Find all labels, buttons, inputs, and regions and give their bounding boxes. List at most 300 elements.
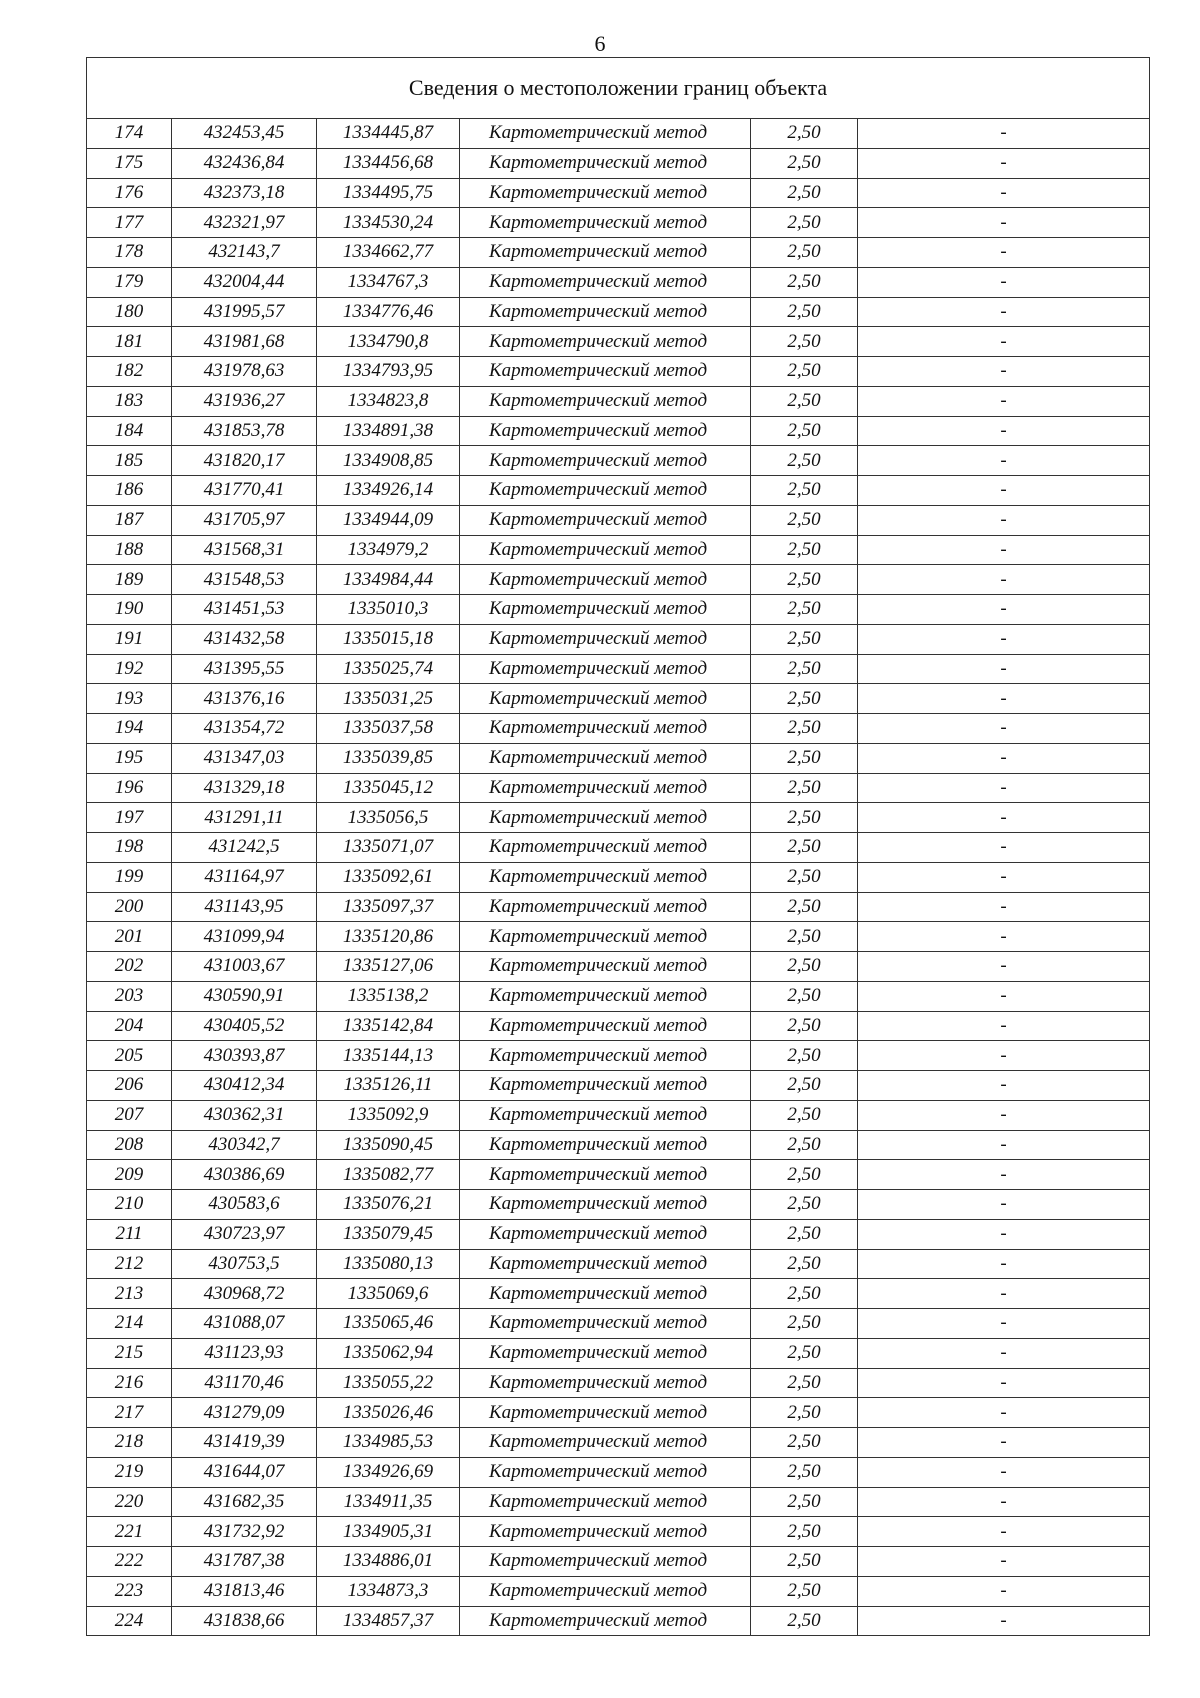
description-cell: - <box>858 535 1150 565</box>
y-coordinate-cell: 1335090,45 <box>317 1130 460 1160</box>
table-row <box>87 714 1150 744</box>
table-row <box>87 1279 1150 1309</box>
y-coordinate-cell: 1334985,53 <box>317 1428 460 1458</box>
x-coordinate-cell: 430386,69 <box>172 1160 317 1190</box>
accuracy-cell: 2,50 <box>751 1398 858 1428</box>
y-coordinate-cell: 1335015,18 <box>317 624 460 654</box>
description-cell: - <box>858 1071 1150 1101</box>
method-cell: Картометрический метод <box>460 743 751 773</box>
description-cell: - <box>858 327 1150 357</box>
table-row <box>87 119 1150 149</box>
method-cell: Картометрический метод <box>460 1100 751 1130</box>
description-cell: - <box>858 386 1150 416</box>
description-cell: - <box>858 1219 1150 1249</box>
table-row <box>87 446 1150 476</box>
x-coordinate-cell: 431164,97 <box>172 862 317 892</box>
method-cell: Картометрический метод <box>460 833 751 863</box>
point-number-cell: 220 <box>87 1487 172 1517</box>
method-cell: Картометрический метод <box>460 892 751 922</box>
point-number-cell: 180 <box>87 297 172 327</box>
method-cell: Картометрический метод <box>460 1190 751 1220</box>
y-coordinate-cell: 1335082,77 <box>317 1160 460 1190</box>
accuracy-cell: 2,50 <box>751 1100 858 1130</box>
table-row <box>87 208 1150 238</box>
x-coordinate-cell: 430342,7 <box>172 1130 317 1160</box>
y-coordinate-cell: 1335127,06 <box>317 952 460 982</box>
y-coordinate-cell: 1335010,3 <box>317 595 460 625</box>
y-coordinate-cell: 1335056,5 <box>317 803 460 833</box>
accuracy-cell: 2,50 <box>751 595 858 625</box>
table-row <box>87 1309 1150 1339</box>
accuracy-cell: 2,50 <box>751 505 858 535</box>
accuracy-cell: 2,50 <box>751 208 858 238</box>
accuracy-cell: 2,50 <box>751 1190 858 1220</box>
description-cell: - <box>858 803 1150 833</box>
description-cell: - <box>858 476 1150 506</box>
point-number-cell: 189 <box>87 565 172 595</box>
method-cell: Картометрический метод <box>460 1041 751 1071</box>
accuracy-cell: 2,50 <box>751 1338 858 1368</box>
point-number-cell: 199 <box>87 862 172 892</box>
description-cell: - <box>858 684 1150 714</box>
table-row <box>87 238 1150 268</box>
method-cell: Картометрический метод <box>460 654 751 684</box>
y-coordinate-cell: 1335097,37 <box>317 892 460 922</box>
point-number-cell: 202 <box>87 952 172 982</box>
point-number-cell: 197 <box>87 803 172 833</box>
accuracy-cell: 2,50 <box>751 624 858 654</box>
x-coordinate-cell: 431143,95 <box>172 892 317 922</box>
table-row <box>87 1428 1150 1458</box>
x-coordinate-cell: 430753,5 <box>172 1249 317 1279</box>
y-coordinate-cell: 1335037,58 <box>317 714 460 744</box>
accuracy-cell: 2,50 <box>751 297 858 327</box>
point-number-cell: 206 <box>87 1071 172 1101</box>
table-row <box>87 1100 1150 1130</box>
point-number-cell: 182 <box>87 357 172 387</box>
method-cell: Картометрический метод <box>460 624 751 654</box>
table-row <box>87 1130 1150 1160</box>
boundary-coordinates-table <box>86 57 1150 1636</box>
point-number-cell: 204 <box>87 1011 172 1041</box>
accuracy-cell: 2,50 <box>751 833 858 863</box>
accuracy-cell: 2,50 <box>751 565 858 595</box>
x-coordinate-cell: 431838,66 <box>172 1606 317 1636</box>
table-row <box>87 684 1150 714</box>
description-cell: - <box>858 1309 1150 1339</box>
point-number-cell: 190 <box>87 595 172 625</box>
method-cell: Картометрический метод <box>460 952 751 982</box>
y-coordinate-cell: 1334873,3 <box>317 1576 460 1606</box>
description-cell: - <box>858 297 1150 327</box>
table-row <box>87 565 1150 595</box>
method-cell: Картометрический метод <box>460 416 751 446</box>
table-row <box>87 1041 1150 1071</box>
method-cell: Картометрический метод <box>460 446 751 476</box>
y-coordinate-cell: 1334926,14 <box>317 476 460 506</box>
point-number-cell: 221 <box>87 1517 172 1547</box>
description-cell: - <box>858 1428 1150 1458</box>
method-cell: Картометрический метод <box>460 1576 751 1606</box>
point-number-cell: 178 <box>87 238 172 268</box>
description-cell: - <box>858 1517 1150 1547</box>
method-cell: Картометрический метод <box>460 862 751 892</box>
x-coordinate-cell: 431978,63 <box>172 357 317 387</box>
accuracy-cell: 2,50 <box>751 714 858 744</box>
x-coordinate-cell: 430583,6 <box>172 1190 317 1220</box>
point-number-cell: 213 <box>87 1279 172 1309</box>
method-cell: Картометрический метод <box>460 297 751 327</box>
x-coordinate-cell: 431003,67 <box>172 952 317 982</box>
description-cell: - <box>858 981 1150 1011</box>
description-cell: - <box>858 1130 1150 1160</box>
method-cell: Картометрический метод <box>460 1398 751 1428</box>
accuracy-cell: 2,50 <box>751 1249 858 1279</box>
method-cell: Картометрический метод <box>460 803 751 833</box>
x-coordinate-cell: 430412,34 <box>172 1071 317 1101</box>
method-cell: Картометрический метод <box>460 1547 751 1577</box>
table-row <box>87 1487 1150 1517</box>
x-coordinate-cell: 431419,39 <box>172 1428 317 1458</box>
method-cell: Картометрический метод <box>460 208 751 238</box>
x-coordinate-cell: 431936,27 <box>172 386 317 416</box>
accuracy-cell: 2,50 <box>751 1071 858 1101</box>
method-cell: Картометрический метод <box>460 535 751 565</box>
y-coordinate-cell: 1335079,45 <box>317 1219 460 1249</box>
description-cell: - <box>858 952 1150 982</box>
point-number-cell: 186 <box>87 476 172 506</box>
method-cell: Картометрический метод <box>460 1130 751 1160</box>
x-coordinate-cell: 432453,45 <box>172 119 317 149</box>
table-row <box>87 892 1150 922</box>
table-row <box>87 178 1150 208</box>
point-number-cell: 175 <box>87 148 172 178</box>
table-row <box>87 535 1150 565</box>
description-cell: - <box>858 1249 1150 1279</box>
description-cell: - <box>858 1457 1150 1487</box>
x-coordinate-cell: 431705,97 <box>172 505 317 535</box>
method-cell: Картометрический метод <box>460 1428 751 1458</box>
point-number-cell: 194 <box>87 714 172 744</box>
accuracy-cell: 2,50 <box>751 267 858 297</box>
y-coordinate-cell: 1334891,38 <box>317 416 460 446</box>
accuracy-cell: 2,50 <box>751 862 858 892</box>
table-row <box>87 416 1150 446</box>
method-cell: Картометрический метод <box>460 1011 751 1041</box>
x-coordinate-cell: 431088,07 <box>172 1309 317 1339</box>
method-cell: Картометрический метод <box>460 1606 751 1636</box>
method-cell: Картометрический метод <box>460 1249 751 1279</box>
accuracy-cell: 2,50 <box>751 386 858 416</box>
table-row <box>87 505 1150 535</box>
point-number-cell: 223 <box>87 1576 172 1606</box>
y-coordinate-cell: 1334979,2 <box>317 535 460 565</box>
x-coordinate-cell: 432373,18 <box>172 178 317 208</box>
point-number-cell: 209 <box>87 1160 172 1190</box>
description-cell: - <box>858 1041 1150 1071</box>
description-cell: - <box>858 1547 1150 1577</box>
x-coordinate-cell: 431732,92 <box>172 1517 317 1547</box>
method-cell: Картометрический метод <box>460 238 751 268</box>
point-number-cell: 181 <box>87 327 172 357</box>
accuracy-cell: 2,50 <box>751 1457 858 1487</box>
accuracy-cell: 2,50 <box>751 1368 858 1398</box>
accuracy-cell: 2,50 <box>751 743 858 773</box>
x-coordinate-cell: 430723,97 <box>172 1219 317 1249</box>
point-number-cell: 177 <box>87 208 172 238</box>
x-coordinate-cell: 431813,46 <box>172 1576 317 1606</box>
description-cell: - <box>858 1160 1150 1190</box>
x-coordinate-cell: 431432,58 <box>172 624 317 654</box>
description-cell: - <box>858 208 1150 238</box>
y-coordinate-cell: 1335026,46 <box>317 1398 460 1428</box>
point-number-cell: 201 <box>87 922 172 952</box>
y-coordinate-cell: 1334767,3 <box>317 267 460 297</box>
method-cell: Картометрический метод <box>460 148 751 178</box>
method-cell: Картометрический метод <box>460 1368 751 1398</box>
y-coordinate-cell: 1334926,69 <box>317 1457 460 1487</box>
point-number-cell: 183 <box>87 386 172 416</box>
point-number-cell: 212 <box>87 1249 172 1279</box>
y-coordinate-cell: 1334886,01 <box>317 1547 460 1577</box>
point-number-cell: 208 <box>87 1130 172 1160</box>
accuracy-cell: 2,50 <box>751 1011 858 1041</box>
table-row <box>87 952 1150 982</box>
x-coordinate-cell: 431395,55 <box>172 654 317 684</box>
x-coordinate-cell: 430590,91 <box>172 981 317 1011</box>
x-coordinate-cell: 431376,16 <box>172 684 317 714</box>
accuracy-cell: 2,50 <box>751 148 858 178</box>
method-cell: Картометрический метод <box>460 1219 751 1249</box>
x-coordinate-cell: 431820,17 <box>172 446 317 476</box>
description-cell: - <box>858 1100 1150 1130</box>
description-cell: - <box>858 267 1150 297</box>
table-row <box>87 1011 1150 1041</box>
y-coordinate-cell: 1335039,85 <box>317 743 460 773</box>
x-coordinate-cell: 430362,31 <box>172 1100 317 1130</box>
x-coordinate-cell: 431329,18 <box>172 773 317 803</box>
point-number-cell: 210 <box>87 1190 172 1220</box>
method-cell: Картометрический метод <box>460 386 751 416</box>
accuracy-cell: 2,50 <box>751 892 858 922</box>
x-coordinate-cell: 431170,46 <box>172 1368 317 1398</box>
table-row <box>87 1457 1150 1487</box>
method-cell: Картометрический метод <box>460 1338 751 1368</box>
y-coordinate-cell: 1334456,68 <box>317 148 460 178</box>
x-coordinate-cell: 431981,68 <box>172 327 317 357</box>
description-cell: - <box>858 357 1150 387</box>
accuracy-cell: 2,50 <box>751 1160 858 1190</box>
method-cell: Картометрический метод <box>460 565 751 595</box>
method-cell: Картометрический метод <box>460 595 751 625</box>
table-row <box>87 297 1150 327</box>
accuracy-cell: 2,50 <box>751 1130 858 1160</box>
table-row <box>87 773 1150 803</box>
y-coordinate-cell: 1334662,77 <box>317 238 460 268</box>
point-number-cell: 215 <box>87 1338 172 1368</box>
table-row <box>87 1160 1150 1190</box>
table-row <box>87 1606 1150 1636</box>
accuracy-cell: 2,50 <box>751 684 858 714</box>
method-cell: Картометрический метод <box>460 684 751 714</box>
description-cell: - <box>858 1487 1150 1517</box>
accuracy-cell: 2,50 <box>751 1309 858 1339</box>
description-cell: - <box>858 624 1150 654</box>
accuracy-cell: 2,50 <box>751 981 858 1011</box>
table-row <box>87 1368 1150 1398</box>
table-title: Сведения о местоположении границ объекта <box>87 58 1150 119</box>
point-number-cell: 217 <box>87 1398 172 1428</box>
point-number-cell: 196 <box>87 773 172 803</box>
x-coordinate-cell: 430968,72 <box>172 1279 317 1309</box>
y-coordinate-cell: 1335092,61 <box>317 862 460 892</box>
description-cell: - <box>858 565 1150 595</box>
y-coordinate-cell: 1334776,46 <box>317 297 460 327</box>
method-cell: Картометрический метод <box>460 178 751 208</box>
accuracy-cell: 2,50 <box>751 446 858 476</box>
y-coordinate-cell: 1334790,8 <box>317 327 460 357</box>
table-row <box>87 981 1150 1011</box>
method-cell: Картометрический метод <box>460 119 751 149</box>
y-coordinate-cell: 1335055,22 <box>317 1368 460 1398</box>
accuracy-cell: 2,50 <box>751 1547 858 1577</box>
x-coordinate-cell: 431787,38 <box>172 1547 317 1577</box>
accuracy-cell: 2,50 <box>751 416 858 446</box>
point-number-cell: 185 <box>87 446 172 476</box>
method-cell: Картометрический метод <box>460 1517 751 1547</box>
accuracy-cell: 2,50 <box>751 1219 858 1249</box>
table-row <box>87 1219 1150 1249</box>
accuracy-cell: 2,50 <box>751 1576 858 1606</box>
description-cell: - <box>858 505 1150 535</box>
point-number-cell: 174 <box>87 119 172 149</box>
x-coordinate-cell: 432321,97 <box>172 208 317 238</box>
table-row <box>87 148 1150 178</box>
table-row <box>87 267 1150 297</box>
accuracy-cell: 2,50 <box>751 922 858 952</box>
description-cell: - <box>858 862 1150 892</box>
method-cell: Картометрический метод <box>460 981 751 1011</box>
y-coordinate-cell: 1335069,6 <box>317 1279 460 1309</box>
x-coordinate-cell: 431568,31 <box>172 535 317 565</box>
accuracy-cell: 2,50 <box>751 1517 858 1547</box>
method-cell: Картометрический метод <box>460 327 751 357</box>
accuracy-cell: 2,50 <box>751 654 858 684</box>
table-row <box>87 327 1150 357</box>
table-row <box>87 1190 1150 1220</box>
description-cell: - <box>858 446 1150 476</box>
point-number-cell: 216 <box>87 1368 172 1398</box>
point-number-cell: 200 <box>87 892 172 922</box>
point-number-cell: 176 <box>87 178 172 208</box>
y-coordinate-cell: 1335144,13 <box>317 1041 460 1071</box>
table-body <box>87 58 1150 1636</box>
y-coordinate-cell: 1334857,37 <box>317 1606 460 1636</box>
point-number-cell: 193 <box>87 684 172 714</box>
point-number-cell: 214 <box>87 1309 172 1339</box>
description-cell: - <box>858 1576 1150 1606</box>
x-coordinate-cell: 432004,44 <box>172 267 317 297</box>
y-coordinate-cell: 1335065,46 <box>317 1309 460 1339</box>
point-number-cell: 192 <box>87 654 172 684</box>
description-cell: - <box>858 743 1150 773</box>
point-number-cell: 195 <box>87 743 172 773</box>
accuracy-cell: 2,50 <box>751 1041 858 1071</box>
x-coordinate-cell: 431279,09 <box>172 1398 317 1428</box>
y-coordinate-cell: 1334530,24 <box>317 208 460 238</box>
table-row <box>87 1517 1150 1547</box>
accuracy-cell: 2,50 <box>751 327 858 357</box>
y-coordinate-cell: 1334944,09 <box>317 505 460 535</box>
point-number-cell: 218 <box>87 1428 172 1458</box>
accuracy-cell: 2,50 <box>751 357 858 387</box>
point-number-cell: 211 <box>87 1219 172 1249</box>
description-cell: - <box>858 595 1150 625</box>
description-cell: - <box>858 416 1150 446</box>
method-cell: Картометрический метод <box>460 267 751 297</box>
description-cell: - <box>858 922 1150 952</box>
point-number-cell: 187 <box>87 505 172 535</box>
y-coordinate-cell: 1335045,12 <box>317 773 460 803</box>
point-number-cell: 203 <box>87 981 172 1011</box>
table-row <box>87 386 1150 416</box>
x-coordinate-cell: 431347,03 <box>172 743 317 773</box>
description-cell: - <box>858 773 1150 803</box>
point-number-cell: 191 <box>87 624 172 654</box>
x-coordinate-cell: 431548,53 <box>172 565 317 595</box>
table-row <box>87 654 1150 684</box>
y-coordinate-cell: 1334908,85 <box>317 446 460 476</box>
point-number-cell: 205 <box>87 1041 172 1071</box>
y-coordinate-cell: 1335062,94 <box>317 1338 460 1368</box>
x-coordinate-cell: 432436,84 <box>172 148 317 178</box>
table-row <box>87 595 1150 625</box>
point-number-cell: 188 <box>87 535 172 565</box>
description-cell: - <box>858 1606 1150 1636</box>
x-coordinate-cell: 430405,52 <box>172 1011 317 1041</box>
y-coordinate-cell: 1334793,95 <box>317 357 460 387</box>
description-cell: - <box>858 1011 1150 1041</box>
description-cell: - <box>858 178 1150 208</box>
x-coordinate-cell: 431242,5 <box>172 833 317 863</box>
table-row <box>87 922 1150 952</box>
table-title-row <box>87 58 1150 119</box>
table-row <box>87 1071 1150 1101</box>
point-number-cell: 184 <box>87 416 172 446</box>
method-cell: Картометрический метод <box>460 714 751 744</box>
accuracy-cell: 2,50 <box>751 178 858 208</box>
description-cell: - <box>858 1279 1150 1309</box>
x-coordinate-cell: 431291,11 <box>172 803 317 833</box>
y-coordinate-cell: 1334495,75 <box>317 178 460 208</box>
description-cell: - <box>858 714 1150 744</box>
accuracy-cell: 2,50 <box>751 535 858 565</box>
point-number-cell: 224 <box>87 1606 172 1636</box>
description-cell: - <box>858 1190 1150 1220</box>
description-cell: - <box>858 833 1150 863</box>
point-number-cell: 222 <box>87 1547 172 1577</box>
table-row <box>87 624 1150 654</box>
method-cell: Картометрический метод <box>460 505 751 535</box>
method-cell: Картометрический метод <box>460 922 751 952</box>
x-coordinate-cell: 431451,53 <box>172 595 317 625</box>
table-row <box>87 1249 1150 1279</box>
y-coordinate-cell: 1335120,86 <box>317 922 460 952</box>
point-number-cell: 198 <box>87 833 172 863</box>
y-coordinate-cell: 1334911,35 <box>317 1487 460 1517</box>
table-row <box>87 862 1150 892</box>
accuracy-cell: 2,50 <box>751 1428 858 1458</box>
